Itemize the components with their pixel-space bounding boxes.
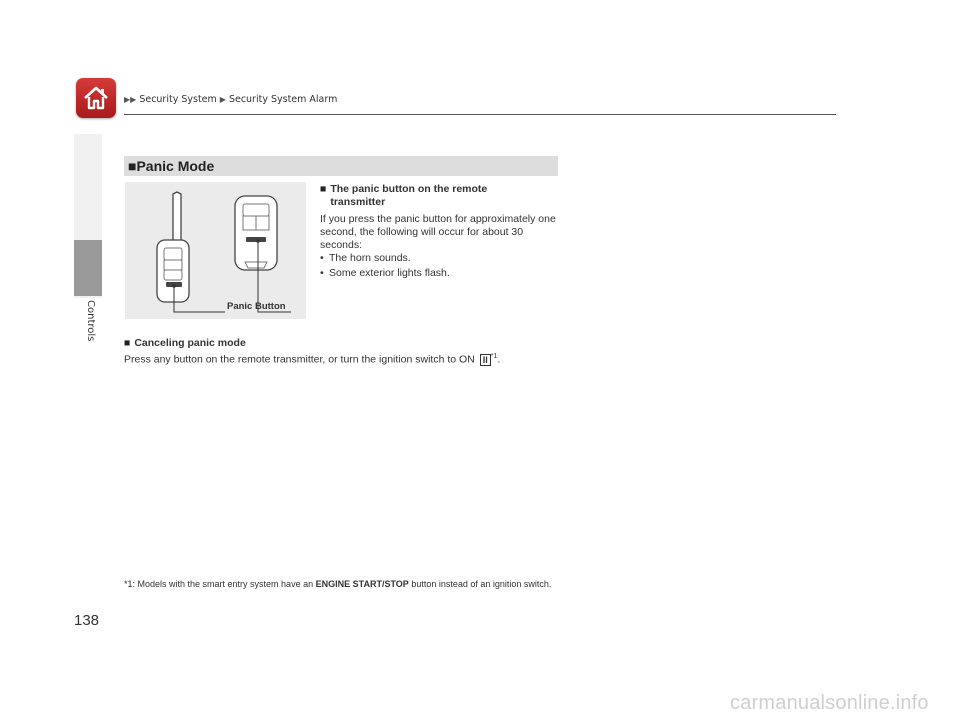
breadcrumb-item-security-system[interactable]: Security System <box>139 94 217 105</box>
footnote-bold: ENGINE START/STOP <box>315 579 409 589</box>
section-marker: ■ <box>128 158 137 174</box>
footnote-ref[interactable]: *1 <box>490 353 498 360</box>
panic-button-callout: Panic Button <box>227 301 286 312</box>
heading-marker-icon: ■ <box>124 337 131 349</box>
remote-transmitter-illustration <box>125 182 306 319</box>
bullet-icon: • <box>320 252 324 264</box>
ignition-position-key: II <box>480 354 491 366</box>
remote-transmitter-figure <box>125 182 306 319</box>
list-item-text: The horn sounds. <box>329 252 411 264</box>
section-title-text: Panic Mode <box>136 158 215 174</box>
canceling-heading <box>124 336 584 350</box>
chapter-tab[interactable] <box>74 240 102 296</box>
canceling-heading-text: Canceling panic mode <box>134 337 246 349</box>
canceling-panic-mode <box>124 336 584 367</box>
header-divider <box>124 114 836 115</box>
list-item-text: Some exterior lights flash. <box>329 267 450 279</box>
canceling-text <box>124 350 584 367</box>
breadcrumb-arrow-icon: ▶▶ <box>124 95 137 104</box>
footnote <box>124 576 564 593</box>
footnote-prefix: *1: Models with the smart entry system have an <box>124 579 314 589</box>
heading-marker-icon: ■ <box>320 183 327 195</box>
panic-button-description <box>320 183 560 280</box>
panic-button-heading <box>320 183 560 209</box>
list-item <box>320 267 560 280</box>
footnote-suffix: button instead of an ignition switch. <box>411 579 552 589</box>
section-title <box>128 158 214 174</box>
breadcrumb-item-security-system-alarm[interactable]: Security System Alarm <box>228 94 338 105</box>
canceling-end: . <box>497 353 501 366</box>
panic-button-heading-line1: The panic button on the remote <box>330 183 488 195</box>
section-header <box>124 156 558 176</box>
breadcrumb <box>124 94 337 105</box>
panic-button-paragraph: If you press the panic button for approximately one second, the following will occur for about 30 seconds: <box>320 213 556 251</box>
list-item <box>320 252 560 265</box>
home-icon <box>82 85 110 111</box>
chapter-label: Controls <box>85 300 96 342</box>
breadcrumb-arrow-icon: ▶ <box>219 95 226 104</box>
watermark: carmanualsonline.info <box>730 692 929 714</box>
bullet-icon: • <box>320 267 324 279</box>
panic-button-heading-line2: transmitter <box>330 196 386 208</box>
home-button[interactable] <box>76 78 116 118</box>
canceling-body: Press any button on the remote transmitter, or turn the ignition switch to ON <box>124 353 475 366</box>
page-number: 138 <box>74 612 100 629</box>
